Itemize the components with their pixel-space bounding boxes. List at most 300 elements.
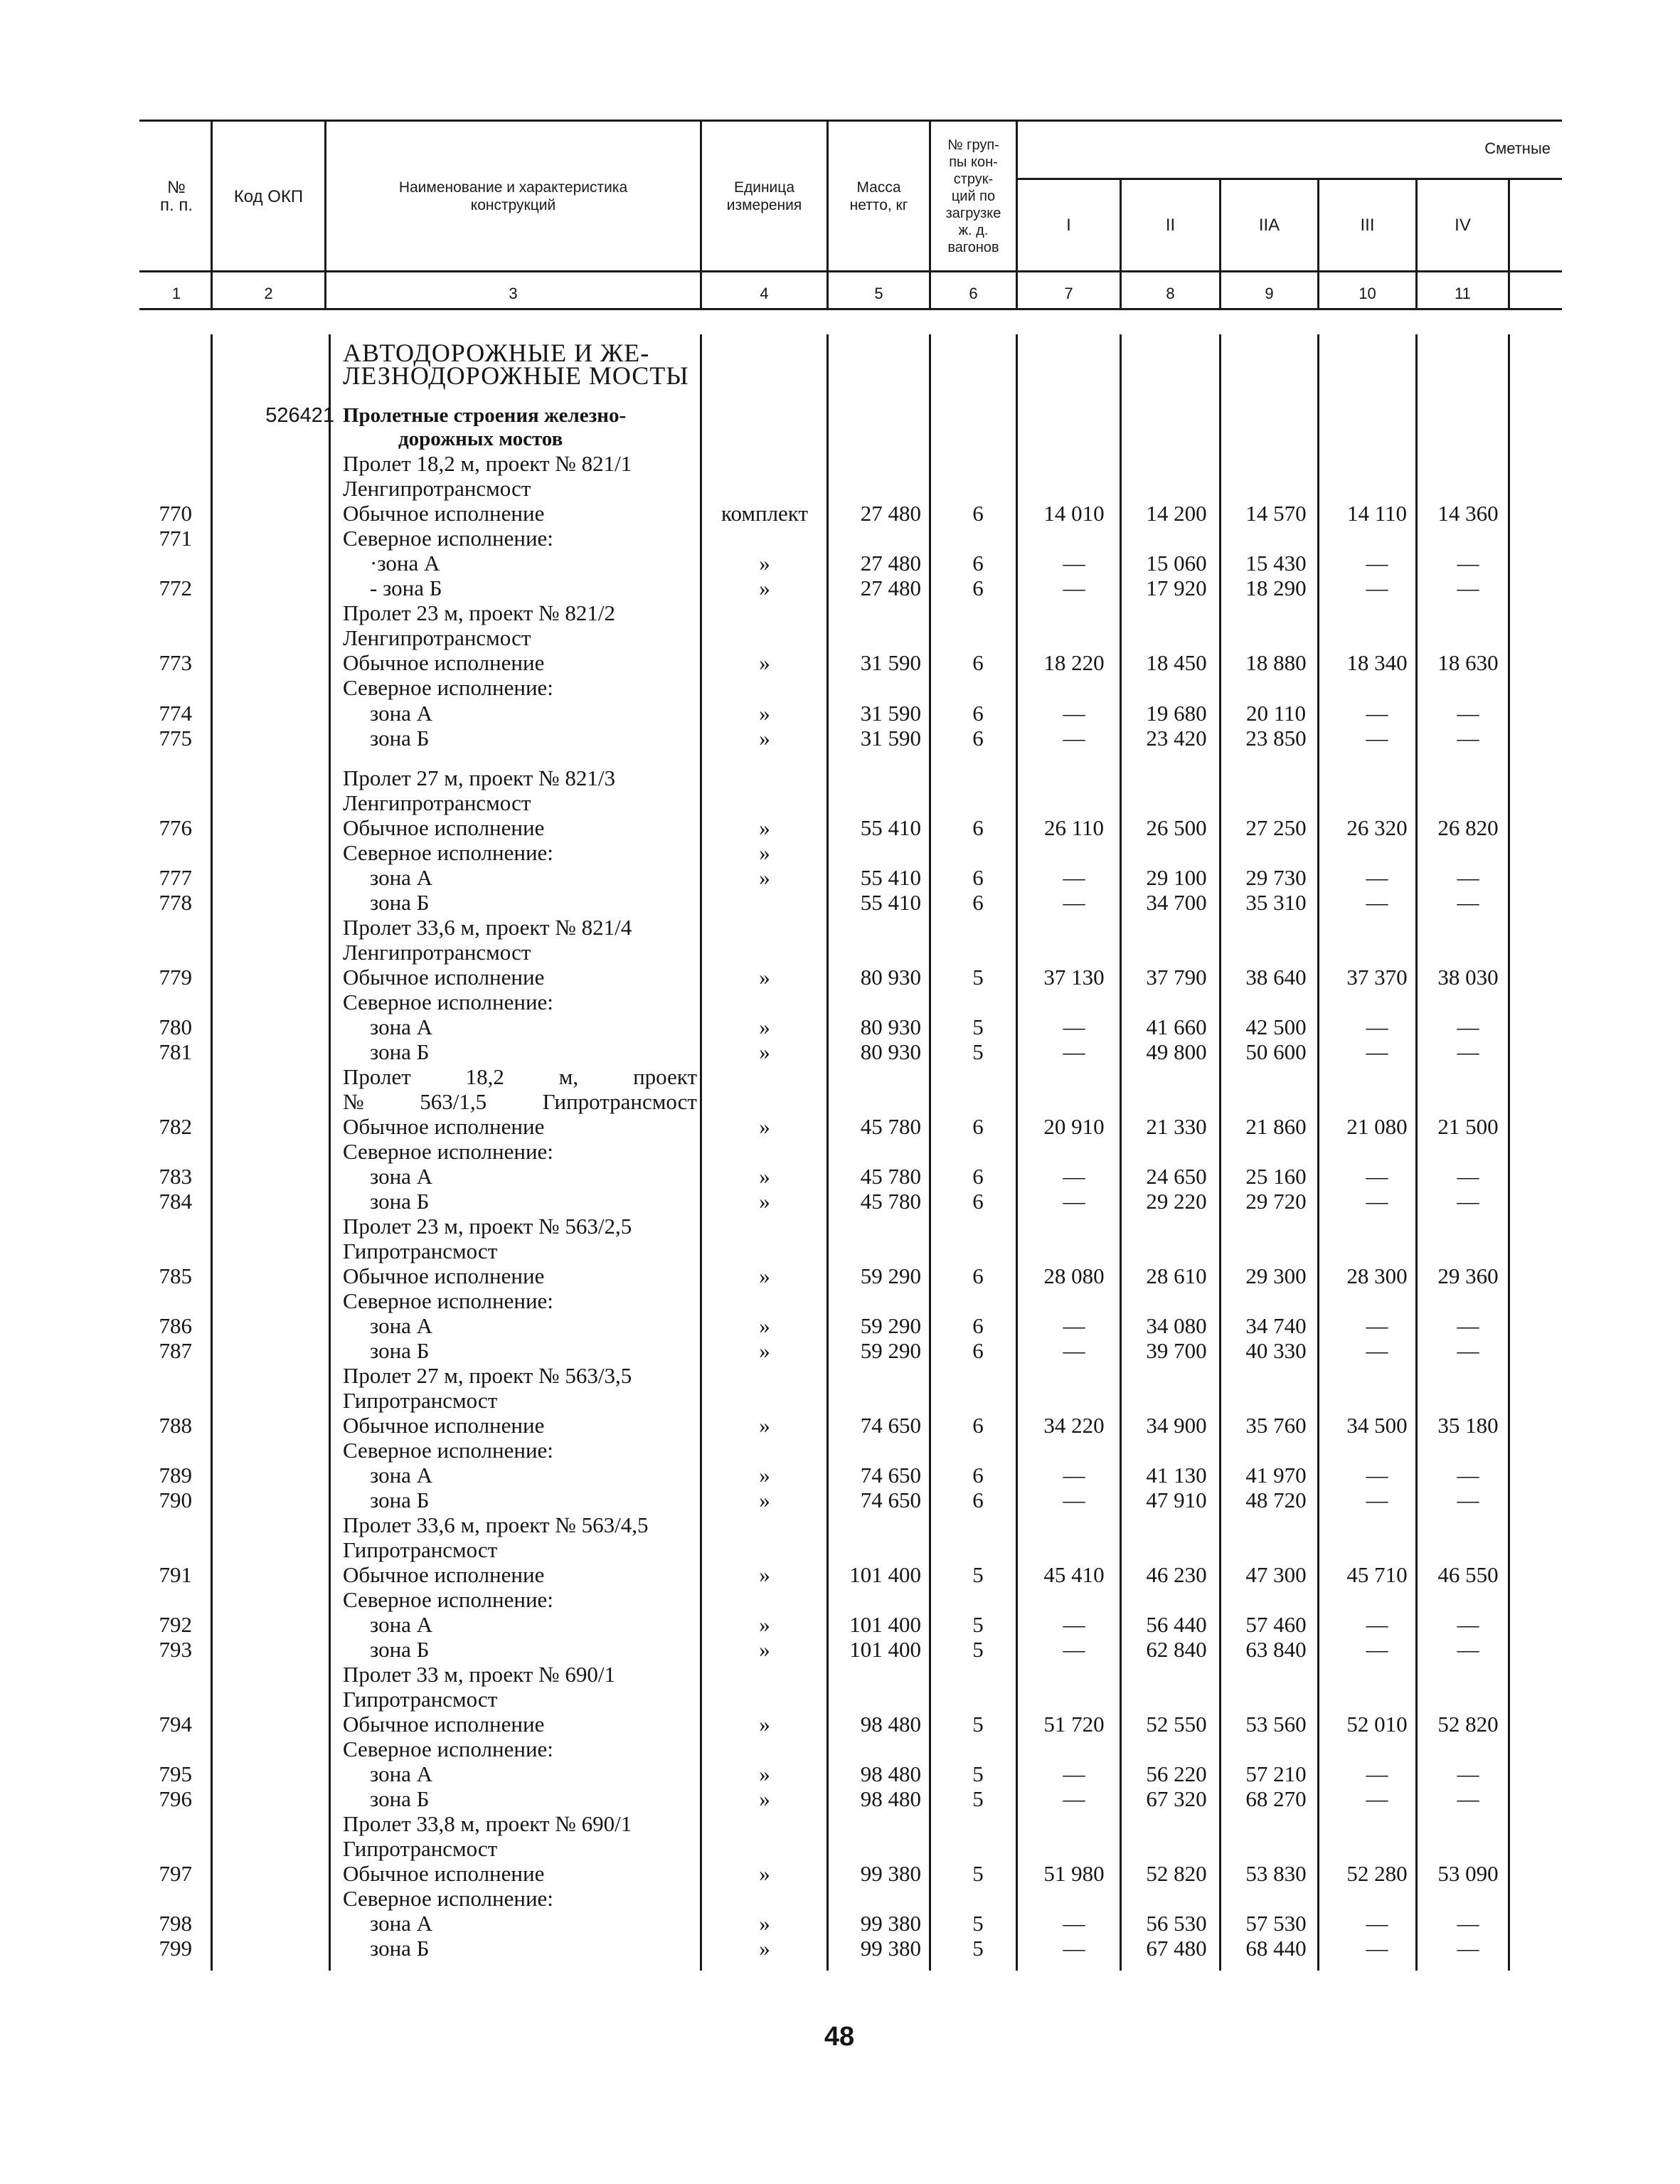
price-zone-5-cell: — xyxy=(1457,726,1479,751)
item-name-word: м, xyxy=(558,1064,579,1089)
price-zone-4-cell: — xyxy=(1366,1463,1388,1488)
group-heading: дорожных мостов xyxy=(398,428,563,450)
item-name: Обычное исполнение xyxy=(343,501,545,526)
group-cell: 6 xyxy=(972,1338,984,1363)
column-numbers-rule xyxy=(139,308,1562,310)
item-name: Пролет 33,8 м, проект № 690/1 xyxy=(343,1811,632,1836)
price-zone-4-cell: — xyxy=(1366,1761,1388,1786)
price-zone-1-cell: 14 010 xyxy=(1043,501,1105,526)
price-zone-4-cell: — xyxy=(1366,1936,1388,1961)
price-zone-1-cell: — xyxy=(1063,701,1085,726)
mass-cell: 59 290 xyxy=(860,1313,921,1338)
price-zone-2-cell: 52 550 xyxy=(1146,1712,1207,1737)
mass-cell: 59 290 xyxy=(860,1263,921,1288)
table-label-row xyxy=(0,340,1680,366)
price-zone-4-cell: — xyxy=(1366,726,1388,751)
column-number: 1 xyxy=(171,285,181,302)
item-name: Пролет 33 м, проект № 690/1 xyxy=(343,1662,615,1687)
mass-cell: 101 400 xyxy=(849,1562,921,1587)
price-zone-4-cell: 21 080 xyxy=(1346,1114,1408,1139)
unit-cell: » xyxy=(759,1463,770,1488)
unit-cell: » xyxy=(759,1712,770,1737)
price-zone-2-cell: 56 220 xyxy=(1146,1761,1207,1786)
price-zone-1-cell: 18 220 xyxy=(1043,650,1105,675)
row-number: 790 xyxy=(159,1488,192,1512)
table-row xyxy=(0,1463,1680,1488)
group-cell: 5 xyxy=(972,965,984,990)
mass-cell: 74 650 xyxy=(860,1463,921,1488)
price-zone-4-cell: — xyxy=(1366,551,1388,576)
header-num: № п. п. xyxy=(160,178,193,215)
item-name: Обычное исполнение xyxy=(343,815,545,840)
unit-cell: » xyxy=(759,1761,770,1786)
item-name: Пролет 33,6 м, проект № 563/4,5 xyxy=(343,1512,649,1537)
price-zone-2-cell: 52 820 xyxy=(1146,1861,1207,1886)
price-zone-5-cell: 52 820 xyxy=(1437,1712,1499,1737)
item-name: зона Б xyxy=(370,1786,430,1811)
price-zone-2-cell: 24 650 xyxy=(1146,1164,1207,1189)
column-number: 2 xyxy=(264,285,273,302)
mass-cell: 98 480 xyxy=(860,1761,921,1786)
item-name: Гипротрансмост xyxy=(343,1537,498,1562)
table-label-row xyxy=(0,1288,1680,1314)
item-name: зона А xyxy=(370,1761,433,1786)
table-label-row xyxy=(0,940,1680,965)
row-number: 796 xyxy=(159,1786,192,1811)
price-zone-2-cell: 17 920 xyxy=(1146,576,1207,600)
table-row xyxy=(0,1761,1680,1787)
row-number: 775 xyxy=(159,726,192,751)
table-label-row xyxy=(0,915,1680,940)
price-zone-3-cell: 25 160 xyxy=(1245,1164,1307,1189)
table-row xyxy=(0,1164,1680,1189)
mass-cell: 80 930 xyxy=(860,965,921,990)
row-number: 776 xyxy=(159,815,192,840)
table-row xyxy=(0,1612,1680,1638)
table-label-row xyxy=(0,426,1680,452)
price-zone-1-cell: 51 980 xyxy=(1043,1861,1105,1886)
item-name: зона Б xyxy=(370,1936,430,1961)
table-label-row xyxy=(0,1363,1680,1389)
table-row xyxy=(0,1338,1680,1364)
price-zone-2-cell: 29 220 xyxy=(1146,1189,1207,1214)
price-zone-2-cell: 37 790 xyxy=(1146,965,1207,990)
header-zone-III: III xyxy=(1360,216,1375,235)
item-name: - зона Б xyxy=(370,576,442,600)
price-zone-3-cell: 14 570 xyxy=(1245,501,1307,526)
item-name: Обычное исполнение xyxy=(343,1861,545,1886)
mass-cell: 31 590 xyxy=(860,701,921,726)
table-label-row xyxy=(0,765,1680,791)
item-name: зона А xyxy=(370,1164,433,1189)
price-zone-1-cell: 37 130 xyxy=(1043,965,1105,990)
price-zone-5-cell: — xyxy=(1457,1313,1479,1338)
price-zone-3-cell: 68 270 xyxy=(1245,1786,1307,1811)
row-number: 773 xyxy=(159,650,192,675)
price-zone-4-cell: — xyxy=(1366,1488,1388,1512)
table-label-row xyxy=(0,1836,1680,1862)
column-number: 11 xyxy=(1455,285,1471,302)
row-number: 793 xyxy=(159,1637,192,1662)
page-number: 48 xyxy=(824,2022,855,2052)
price-zone-3-cell: 35 760 xyxy=(1245,1413,1307,1438)
mass-cell: 98 480 xyxy=(860,1712,921,1737)
group-cell: 5 xyxy=(972,1936,984,1961)
group-cell: 5 xyxy=(972,1014,984,1039)
group-cell: 6 xyxy=(972,1488,984,1512)
group-cell: 6 xyxy=(972,576,984,600)
table-row xyxy=(0,1263,1680,1289)
item-name: зона А xyxy=(370,1911,433,1936)
unit-cell: » xyxy=(759,1263,770,1288)
price-zone-2-cell: 34 700 xyxy=(1146,890,1207,915)
unit-cell: » xyxy=(759,1911,770,1936)
price-zone-4-cell: 14 110 xyxy=(1346,501,1408,526)
group-cell: 6 xyxy=(972,1463,984,1488)
unit-cell: » xyxy=(759,815,770,840)
row-number: 789 xyxy=(159,1463,192,1488)
unit-cell: комплект xyxy=(721,501,809,526)
price-zone-5-cell: — xyxy=(1457,1189,1479,1214)
mass-cell: 98 480 xyxy=(860,1786,921,1811)
price-zone-4-cell: — xyxy=(1366,1786,1388,1811)
price-zone-4-cell: 37 370 xyxy=(1346,965,1408,990)
item-name: Обычное исполнение xyxy=(343,965,545,990)
row-number: 792 xyxy=(159,1612,192,1637)
unit-cell: » xyxy=(759,1338,770,1363)
price-zone-3-cell: 15 430 xyxy=(1245,551,1307,576)
unit-cell: » xyxy=(759,1313,770,1338)
group-cell: 5 xyxy=(972,1562,984,1587)
group-cell: 6 xyxy=(972,1263,984,1288)
item-name: зона А xyxy=(370,1313,433,1338)
column-number: 7 xyxy=(1064,285,1073,302)
price-zone-4-cell: — xyxy=(1366,1014,1388,1039)
group-cell: 5 xyxy=(972,1712,984,1737)
unit-cell: » xyxy=(759,726,770,751)
header-zone-II: II xyxy=(1165,216,1176,235)
group-cell: 6 xyxy=(972,865,984,890)
item-name: Северное исполнение: xyxy=(343,526,553,551)
price-zone-2-cell: 29 100 xyxy=(1146,865,1207,890)
price-zone-4-cell: — xyxy=(1366,1612,1388,1637)
column-number: 10 xyxy=(1359,285,1376,302)
price-zone-5-cell: — xyxy=(1457,1612,1479,1637)
table-label-row xyxy=(0,790,1680,816)
group-cell: 6 xyxy=(972,1313,984,1338)
price-zone-1-cell: — xyxy=(1063,1761,1085,1786)
item-name: Ленгипротрансмост xyxy=(343,790,531,815)
table-label-row xyxy=(0,1064,1680,1090)
group-cell: 5 xyxy=(972,1861,984,1886)
price-zone-3-cell: 20 110 xyxy=(1245,701,1307,726)
mass-cell: 27 480 xyxy=(860,551,921,576)
price-zone-5-cell: — xyxy=(1457,1338,1479,1363)
price-zone-1-cell: — xyxy=(1063,576,1085,600)
item-name: зона Б xyxy=(370,726,430,751)
price-zone-5-cell: 18 630 xyxy=(1437,650,1499,675)
price-zone-2-cell: 56 440 xyxy=(1146,1612,1207,1637)
price-zone-2-cell: 46 230 xyxy=(1146,1562,1207,1587)
price-zone-5-cell: — xyxy=(1457,1039,1479,1064)
mass-cell: 74 650 xyxy=(860,1413,921,1438)
price-zone-1-cell: — xyxy=(1063,1786,1085,1811)
unit-cell: » xyxy=(759,576,770,600)
unit-cell: » xyxy=(759,650,770,675)
group-cell: 6 xyxy=(972,1164,984,1189)
price-zone-2-cell: 41 130 xyxy=(1146,1463,1207,1488)
price-zone-5-cell: 46 550 xyxy=(1437,1562,1499,1587)
price-zone-4-cell: — xyxy=(1366,1338,1388,1363)
item-name: зона А xyxy=(370,1612,433,1637)
group-cell: 5 xyxy=(972,1911,984,1936)
price-zone-1-cell: — xyxy=(1063,1612,1085,1637)
row-number: 779 xyxy=(159,965,192,990)
row-number: 781 xyxy=(159,1039,192,1064)
price-zone-3-cell: 42 500 xyxy=(1245,1014,1307,1039)
group-cell: 6 xyxy=(972,1413,984,1438)
price-zone-3-cell: 27 250 xyxy=(1245,815,1307,840)
price-zone-2-cell: 23 420 xyxy=(1146,726,1207,751)
unit-cell: » xyxy=(759,1637,770,1662)
group-cell: 5 xyxy=(972,1612,984,1637)
group-cell: 6 xyxy=(972,890,984,915)
item-name: Северное исполнение: xyxy=(343,1886,553,1911)
table-row xyxy=(0,1936,1680,1961)
unit-cell: » xyxy=(759,551,770,576)
item-name: Обычное исполнение xyxy=(343,1114,545,1139)
price-zone-2-cell: 34 900 xyxy=(1146,1413,1207,1438)
unit-cell: » xyxy=(759,1488,770,1512)
price-zone-5-cell: — xyxy=(1457,865,1479,890)
item-name-word: 563/1,5 xyxy=(420,1089,487,1114)
row-number: 787 xyxy=(159,1338,192,1363)
table-label-row xyxy=(0,526,1680,551)
row-number: 770 xyxy=(159,501,192,526)
mass-cell: 74 650 xyxy=(860,1488,921,1512)
price-zone-1-cell: — xyxy=(1063,1189,1085,1214)
unit-cell: » xyxy=(759,701,770,726)
header-mass: Масса нетто, кг xyxy=(849,179,908,213)
group-cell: 6 xyxy=(972,650,984,675)
group-cell: 5 xyxy=(972,1786,984,1811)
table-row xyxy=(0,890,1680,916)
table-row xyxy=(0,1712,1680,1737)
section-heading: АВТОДОРОЖНЫЕ И ЖЕ- xyxy=(343,339,650,367)
item-name: Гипротрансмост xyxy=(343,1388,498,1413)
price-zone-4-cell: 28 300 xyxy=(1346,1263,1408,1288)
price-zone-1-cell: — xyxy=(1063,1463,1085,1488)
price-zone-2-cell: 14 200 xyxy=(1146,501,1207,526)
price-zone-4-cell: — xyxy=(1366,890,1388,915)
table-row xyxy=(0,1861,1680,1887)
price-zone-1-cell: 20 910 xyxy=(1043,1114,1105,1139)
price-zone-5-cell: — xyxy=(1457,551,1479,576)
table-label-row xyxy=(0,1089,1680,1115)
item-name: Пролет 18,2 м, проект № 821/1 xyxy=(343,451,632,476)
unit-cell: » xyxy=(759,1413,770,1438)
table-row xyxy=(0,1014,1680,1040)
item-name: Северное исполнение: xyxy=(343,1288,553,1313)
item-name-word: Пролет xyxy=(343,1064,411,1089)
price-zone-3-cell: 40 330 xyxy=(1245,1338,1307,1363)
price-zone-2-cell: 21 330 xyxy=(1146,1114,1207,1139)
price-zone-2-cell: 26 500 xyxy=(1146,815,1207,840)
table-row xyxy=(0,1911,1680,1936)
item-name xyxy=(343,1089,697,1115)
price-zone-2-cell: 67 480 xyxy=(1146,1936,1207,1961)
price-zone-3-cell: 57 210 xyxy=(1245,1761,1307,1786)
item-name-word: Гипротрансмост xyxy=(542,1089,697,1114)
price-zone-5-cell: — xyxy=(1457,1637,1479,1662)
header-group: № груп- пы кон- струк- ций по загрузке ж. д. вагонов xyxy=(945,137,1001,255)
price-zone-1-cell: — xyxy=(1063,1164,1085,1189)
price-zone-2-cell: 41 660 xyxy=(1146,1014,1207,1039)
price-zone-2-cell: 19 680 xyxy=(1146,701,1207,726)
unit-cell: » xyxy=(759,840,770,865)
table-row xyxy=(0,650,1680,676)
price-zone-1-cell: — xyxy=(1063,1014,1085,1039)
group-cell: 6 xyxy=(972,1114,984,1139)
price-zone-1-cell: — xyxy=(1063,1637,1085,1662)
table-label-row xyxy=(0,1737,1680,1762)
price-zone-4-cell: — xyxy=(1366,1637,1388,1662)
table-row xyxy=(0,1313,1680,1339)
price-zone-1-cell: — xyxy=(1063,1911,1085,1936)
header-zone-IV: IV xyxy=(1455,216,1471,235)
row-number: 771 xyxy=(159,526,192,551)
table-row xyxy=(0,1189,1680,1214)
item-name: Обычное исполнение xyxy=(343,1712,545,1737)
row-number: 778 xyxy=(159,890,192,915)
price-zone-2-cell: 15 060 xyxy=(1146,551,1207,576)
mass-cell: 45 780 xyxy=(860,1114,921,1139)
price-zone-1-cell: — xyxy=(1063,726,1085,751)
price-zone-4-cell: — xyxy=(1366,1164,1388,1189)
table-label-row xyxy=(0,1886,1680,1912)
item-name: зона Б xyxy=(370,1189,430,1214)
price-zone-5-cell: 29 360 xyxy=(1437,1263,1499,1288)
price-zone-3-cell: 53 830 xyxy=(1245,1861,1307,1886)
item-name: Ленгипротрансмост xyxy=(343,625,531,650)
unit-cell: » xyxy=(759,965,770,990)
price-zone-2-cell: 62 840 xyxy=(1146,1637,1207,1662)
table-row xyxy=(0,1039,1680,1065)
row-number: 780 xyxy=(159,1014,192,1039)
price-zone-3-cell: 29 300 xyxy=(1245,1263,1307,1288)
item-name: Гипротрансмост xyxy=(343,1687,498,1712)
item-name: Пролет 27 м, проект № 821/3 xyxy=(343,765,615,790)
item-name-word: проект xyxy=(633,1064,697,1089)
item-name: Обычное исполнение xyxy=(343,1413,545,1438)
price-zone-3-cell: 63 840 xyxy=(1245,1637,1307,1662)
mass-cell: 99 380 xyxy=(860,1936,921,1961)
unit-cell: » xyxy=(759,1189,770,1214)
header-unit: Единица измерения xyxy=(726,179,802,213)
item-name: Ленгипротрансмост xyxy=(343,476,531,501)
table-row xyxy=(0,551,1680,576)
mass-cell: 101 400 xyxy=(849,1637,921,1662)
header-prices: Сметные xyxy=(1484,139,1551,157)
unit-cell: » xyxy=(759,865,770,890)
group-cell: 5 xyxy=(972,1039,984,1064)
price-zone-1-cell: — xyxy=(1063,865,1085,890)
price-zone-3-cell: 18 290 xyxy=(1245,576,1307,600)
row-number: 797 xyxy=(159,1861,192,1886)
group-cell: 6 xyxy=(972,1189,984,1214)
price-zone-3-cell: 57 460 xyxy=(1245,1612,1307,1637)
price-zone-1-cell: — xyxy=(1063,1338,1085,1363)
item-name: Обычное исполнение xyxy=(343,1263,545,1288)
item-name: Северное исполнение: xyxy=(343,990,553,1014)
header-zone-IIA: IIА xyxy=(1258,216,1280,235)
table-row xyxy=(0,865,1680,891)
item-name: Обычное исполнение xyxy=(343,650,545,675)
item-name: зона А xyxy=(370,1014,433,1039)
item-name: зона Б xyxy=(370,1488,430,1512)
item-name-word: 18,2 xyxy=(465,1064,504,1089)
price-zone-1-cell: 28 080 xyxy=(1043,1263,1105,1288)
item-name: зона Б xyxy=(370,1338,430,1363)
row-number: 794 xyxy=(159,1712,192,1737)
table-label-row xyxy=(0,476,1680,502)
table-row xyxy=(0,576,1680,601)
item-name: Обычное исполнение xyxy=(343,1562,545,1587)
row-number: 772 xyxy=(159,576,192,600)
item-name: Гипротрансмост xyxy=(343,1836,498,1861)
mass-cell: 99 380 xyxy=(860,1861,921,1886)
table-row xyxy=(0,1114,1680,1140)
mass-cell: 55 410 xyxy=(860,865,921,890)
price-zone-5-cell: — xyxy=(1457,1911,1479,1936)
table-label-row xyxy=(0,451,1680,477)
table-row xyxy=(0,501,1680,526)
unit-cell: » xyxy=(759,1014,770,1039)
mass-cell: 80 930 xyxy=(860,1014,921,1039)
price-zone-3-cell: 53 560 xyxy=(1245,1712,1307,1737)
mass-cell: 80 930 xyxy=(860,1039,921,1064)
table-label-row xyxy=(0,363,1680,388)
mass-cell: 101 400 xyxy=(849,1612,921,1637)
price-zone-3-cell: 34 740 xyxy=(1245,1313,1307,1338)
price-zone-5-cell: 14 360 xyxy=(1437,501,1499,526)
price-zone-3-cell: 29 730 xyxy=(1245,865,1307,890)
item-name: зона А xyxy=(370,1463,433,1488)
item-name-word: № xyxy=(343,1089,364,1114)
table-label-row xyxy=(0,990,1680,1015)
item-name xyxy=(343,1064,697,1090)
table-row xyxy=(0,1637,1680,1663)
price-zone-5-cell: — xyxy=(1457,1761,1479,1786)
price-zone-1-cell: — xyxy=(1063,1039,1085,1064)
price-zone-5-cell: 21 500 xyxy=(1437,1114,1499,1139)
price-zone-2-cell: 67 320 xyxy=(1146,1786,1207,1811)
price-zone-3-cell: 29 720 xyxy=(1245,1189,1307,1214)
price-zone-3-cell: 35 310 xyxy=(1245,890,1307,915)
row-number: 777 xyxy=(159,865,192,890)
price-zone-1-cell: 34 220 xyxy=(1043,1413,1105,1438)
unit-cell: » xyxy=(759,1114,770,1139)
price-zone-1-cell: 45 410 xyxy=(1043,1562,1105,1587)
price-zone-5-cell: 38 030 xyxy=(1437,965,1499,990)
mass-cell: 59 290 xyxy=(860,1338,921,1363)
item-name: зона А xyxy=(370,865,433,890)
header-code: Код ОКП xyxy=(233,186,304,206)
price-zone-4-cell: 52 010 xyxy=(1346,1712,1408,1737)
item-name: зона А xyxy=(370,701,433,726)
mass-cell: 31 590 xyxy=(860,726,921,751)
item-name: зона Б xyxy=(370,1637,430,1662)
